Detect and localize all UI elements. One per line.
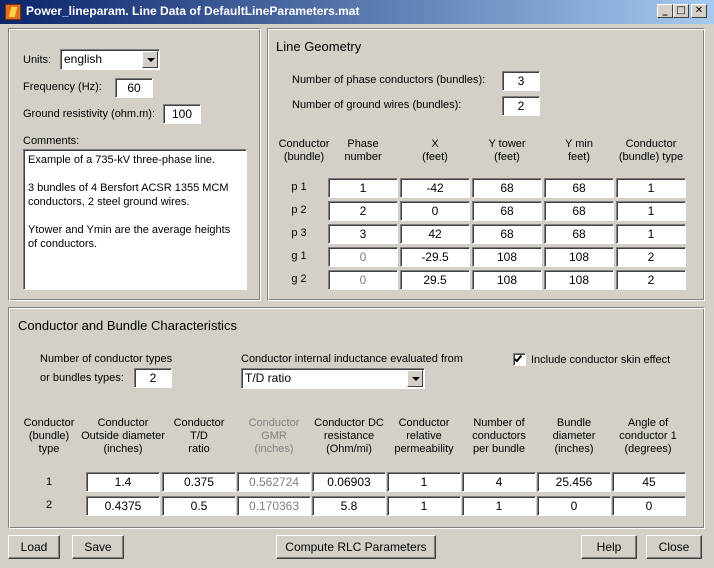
geometry-row-name: p 3 [291, 227, 307, 239]
geometry-header-x: X (feet) [422, 138, 448, 163]
geometry-ymin-cell[interactable]: 108 [544, 247, 614, 267]
geometry-x-cell[interactable]: 29.5 [400, 270, 470, 290]
geometry-row-name: g 2 [291, 273, 307, 285]
skin-effect-label: Include conductor skin effect [531, 354, 671, 366]
geometry-ymin-cell[interactable]: 108 [544, 270, 614, 290]
num-types-label-2: or bundles types: [40, 372, 124, 384]
bundle-header-gmr: Conductor GMR (inches) [248, 417, 300, 455]
bundle-header-resistance: Conductor DC resistance (Ohm/mi) [314, 417, 384, 455]
num-types-label: Number of conductor types [40, 353, 173, 365]
comment-line: Example of a 735-kV three-phase line. [28, 154, 216, 166]
chevron-down-icon[interactable] [407, 370, 423, 387]
inductance-value: T/D ratio [245, 371, 292, 385]
line-geometry-title: Line Geometry [276, 39, 362, 54]
units-value: english [64, 52, 103, 66]
close-window-button[interactable]: ✕ [691, 4, 707, 18]
num-ground-input[interactable]: 2 [502, 96, 540, 116]
comments-textarea[interactable] [23, 149, 247, 290]
bundle-count-cell[interactable]: 1 [462, 496, 536, 516]
geometry-header-conductor: Conductor (bundle) [278, 138, 330, 163]
comment-line: conductors, 2 steel ground wires. [28, 196, 190, 208]
inductance-select[interactable] [241, 368, 425, 389]
geometry-ytower-cell[interactable]: 68 [472, 178, 542, 198]
geometry-x-cell[interactable]: -29.5 [400, 247, 470, 267]
geometry-type-cell[interactable]: 1 [616, 201, 686, 221]
save-button[interactable]: Save [72, 535, 124, 559]
geometry-phase-cell[interactable]: 1 [328, 178, 398, 198]
comments-label: Comments: [23, 135, 80, 147]
num-types-input[interactable]: 2 [134, 368, 172, 388]
bundle-diameter-cell[interactable]: 1.4 [86, 472, 160, 492]
units-select[interactable] [60, 49, 160, 70]
bundle-permeability-cell[interactable]: 1 [387, 496, 461, 516]
bundle-resistance-cell[interactable]: 5.8 [312, 496, 386, 516]
load-button[interactable]: Load [8, 535, 60, 559]
geometry-ymin-cell[interactable]: 68 [544, 178, 614, 198]
geometry-phase-cell[interactable]: 3 [328, 224, 398, 244]
bundle-row-type: 2 [45, 499, 53, 511]
check-icon [514, 354, 522, 363]
geometry-phase-cell: 0 [328, 270, 398, 290]
bundle-resistance-cell[interactable]: 0.06903 [312, 472, 386, 492]
compute-rlc-button[interactable]: Compute RLC Parameters [276, 535, 436, 559]
geometry-header-ytower: Y tower (feet) [488, 138, 526, 163]
bundle-header-td: Conductor T/D ratio [173, 417, 225, 455]
geometry-x-cell[interactable]: 42 [400, 224, 470, 244]
close-button[interactable]: Close [646, 535, 702, 559]
chevron-down-icon[interactable] [142, 51, 158, 68]
comment-line: of conductors. [28, 238, 98, 250]
geometry-ymin-cell[interactable]: 68 [544, 224, 614, 244]
bundle-bundle-diameter-cell[interactable]: 0 [537, 496, 611, 516]
bundle-header-count: Number of conductors per bundle [472, 417, 526, 455]
geometry-header-type: Conductor (bundle) type [618, 138, 684, 163]
maximize-button[interactable]: □ [673, 4, 689, 18]
geometry-ytower-cell[interactable]: 68 [472, 224, 542, 244]
geometry-type-cell[interactable]: 2 [616, 247, 686, 267]
comment-line [28, 209, 242, 223]
bundle-gmr-cell: 0.562724 [237, 472, 311, 492]
num-phase-label: Number of phase conductors (bundles): [292, 74, 486, 86]
geometry-ytower-cell[interactable]: 68 [472, 201, 542, 221]
skin-effect-checkbox[interactable] [513, 353, 526, 366]
comment-line: 3 bundles of 4 Bersfort ACSR 1355 MCM [28, 182, 229, 194]
geometry-type-cell[interactable]: 1 [616, 224, 686, 244]
bundle-permeability-cell[interactable]: 1 [387, 472, 461, 492]
bundle-td-cell[interactable]: 0.5 [162, 496, 236, 516]
units-label: Units: [23, 54, 52, 66]
bundle-count-cell[interactable]: 4 [462, 472, 536, 492]
comment-line [28, 167, 242, 181]
minimize-button[interactable]: _ [657, 4, 673, 18]
geometry-phase-cell: 0 [328, 247, 398, 267]
bundle-angle-cell[interactable]: 45 [612, 472, 686, 492]
geometry-x-cell[interactable]: -42 [400, 178, 470, 198]
bundle-row-type: 1 [45, 476, 53, 488]
geometry-ymin-cell[interactable]: 68 [544, 201, 614, 221]
bundle-title: Conductor and Bundle Characteristics [18, 318, 237, 333]
help-button[interactable]: Help [581, 535, 637, 559]
inductance-label: Conductor internal inductance evaluated from [241, 353, 463, 365]
bundle-header-diameter: Conductor Outside diameter (inches) [81, 417, 165, 455]
title-bar [0, 0, 714, 24]
window-title: Power_lineparam. Line Data of DefaultLineParameters.mat [26, 4, 360, 18]
bundle-header-permeability: Conductor relative permeability [394, 417, 454, 455]
num-ground-label: Number of ground wires (bundles): [292, 99, 462, 111]
comment-line: Ytower and Ymin are the average heights [28, 224, 231, 236]
bundle-bundle-diameter-cell[interactable]: 25.456 [537, 472, 611, 492]
geometry-ytower-cell[interactable]: 108 [472, 270, 542, 290]
bundle-angle-cell[interactable]: 0 [612, 496, 686, 516]
num-phase-input[interactable]: 3 [502, 71, 540, 91]
bundle-diameter-cell[interactable]: 0.4375 [86, 496, 160, 516]
geometry-x-cell[interactable]: 0 [400, 201, 470, 221]
geometry-header-ymin: Y min feet) [565, 138, 593, 163]
geometry-phase-cell[interactable]: 2 [328, 201, 398, 221]
geometry-header-phase: Phase number [344, 138, 382, 163]
app-icon [5, 4, 21, 20]
bundle-td-cell[interactable]: 0.375 [162, 472, 236, 492]
frequency-label: Frequency (Hz): [23, 81, 102, 93]
geometry-row-name: g 1 [291, 250, 307, 262]
ground-resistivity-label: Ground resistivity (ohm.m): [23, 108, 156, 120]
geometry-row-name: p 1 [291, 181, 307, 193]
bundle-header-type: Conductor (bundle) type [23, 417, 75, 455]
bundle-gmr-cell: 0.170363 [237, 496, 311, 516]
geometry-type-cell[interactable]: 2 [616, 270, 686, 290]
frequency-input[interactable]: 60 [115, 78, 153, 98]
bundle-header-bundle-diameter: Bundle diameter (inches) [552, 417, 596, 455]
geometry-ytower-cell[interactable]: 108 [472, 247, 542, 267]
geometry-type-cell[interactable]: 1 [616, 178, 686, 198]
geometry-row-name: p 2 [291, 204, 307, 216]
ground-resistivity-input[interactable]: 100 [163, 104, 201, 124]
bundle-header-angle: Angle of conductor 1 (degrees) [619, 417, 677, 455]
